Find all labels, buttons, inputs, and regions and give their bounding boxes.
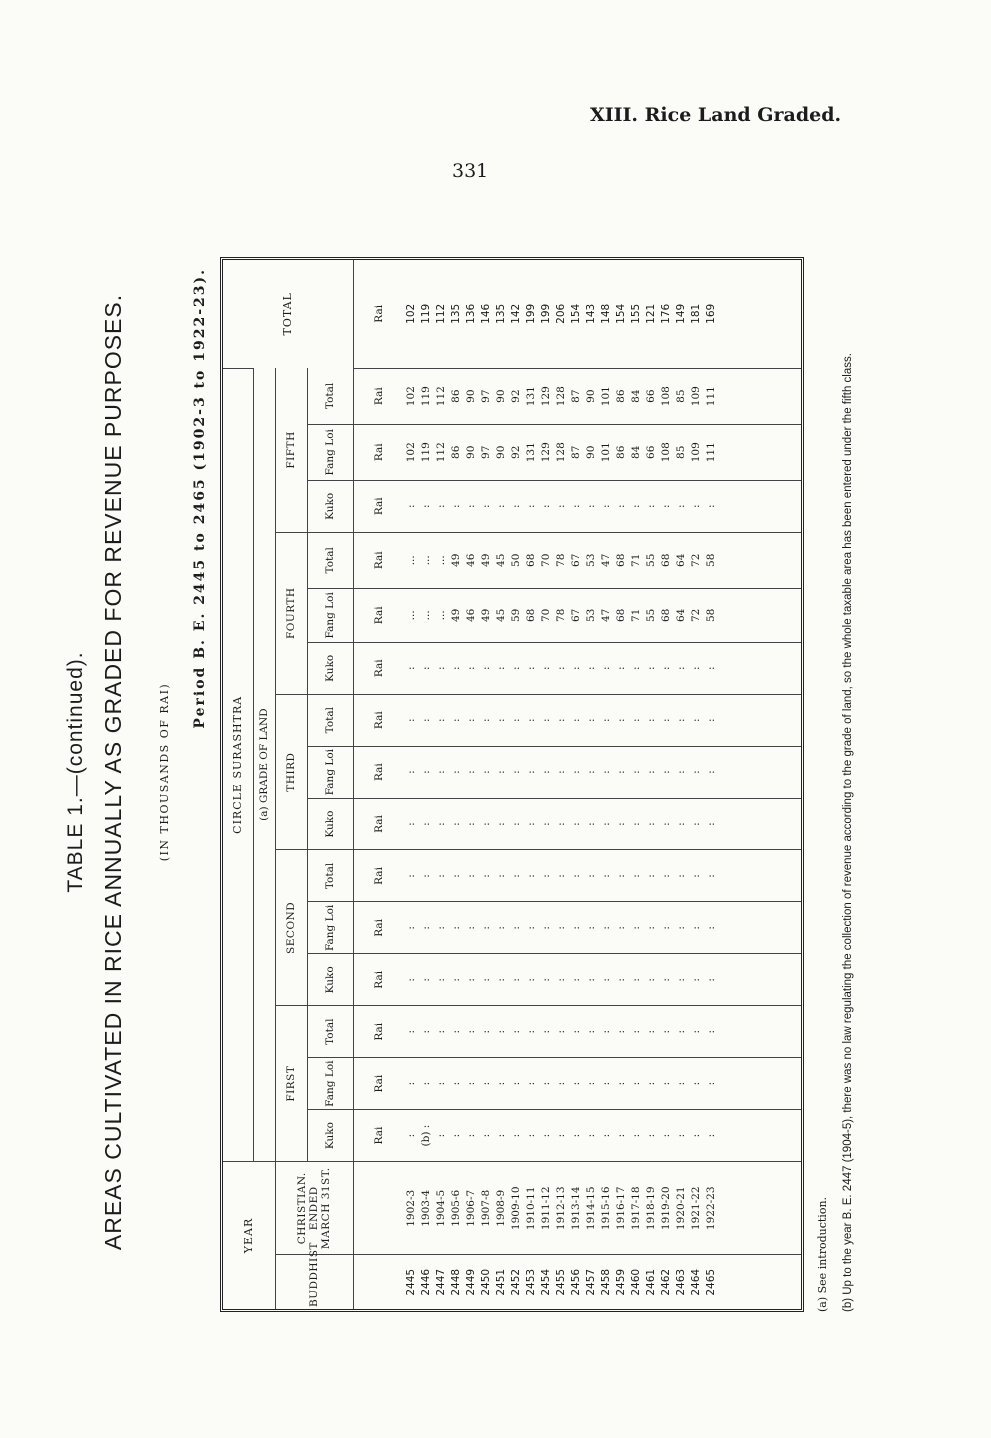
table-title: AREAS CULTIVATED IN RICE ANNUALLY AS GRADED FOR REVENUE PURPOSES. — [100, 293, 126, 1251]
fourth-fang-loi-column: ... ... ... 49 46 49 45 59 68 70 78 67 53 47 68 71 55 68 64 72 58 — [404, 588, 802, 642]
unit-label: Rai — [353, 532, 404, 588]
second-kuko-header: Kuko — [307, 954, 353, 1006]
unit-blank-cell — [353, 1255, 404, 1309]
march-label: MARCH 31ST. — [320, 1167, 332, 1250]
page-header: XIII. Rice Land Graded. — [590, 104, 842, 126]
unit-label: Rai — [353, 480, 404, 532]
year-header: YEAR — [223, 1162, 275, 1309]
christian-year-column: 1902-3 1903-4 1904-5 1905-6 1906-7 1907-8 1908-9 1909-10 1910-11 1911-12 1912-13 1913-14 1914-15 1915-16 1916-17 1917-18 1918-19 1919-20 1920-21 1921-22 1922-23 — [404, 1162, 802, 1255]
third-kuko-column: : : : : : : : : : : : : : : : : : : : : : — [404, 798, 802, 850]
third-total-header: Total — [307, 694, 353, 746]
fifth-kuko-column: : : : : : : : : : : : : : : : : : : : : : — [404, 480, 802, 532]
fourth-kuko-column: : : : : : : : : : : : : : : : : : : : : : — [404, 642, 802, 694]
third-total-column: : : : : : : : : : : : : : : : : : : : : : — [404, 694, 802, 746]
unit-label: Rai — [353, 1058, 404, 1110]
second-fang-loi-header: Fang Loi — [307, 902, 353, 954]
second-total-header: Total — [307, 850, 353, 902]
unit-label: Rai — [353, 642, 404, 694]
rotated-table-block — [60, 168, 910, 1376]
fifth-total-header: Total — [307, 368, 353, 424]
christian-header — [275, 1162, 353, 1255]
third-fang-loi-column: : : : : : : : : : : : : : : : : : : : : : — [404, 746, 802, 798]
second-fang-loi-column: : : : : : : : : : : : : : : : : : : : : : — [404, 902, 802, 954]
first-kuko-header: Kuko — [307, 1110, 353, 1162]
footnote-b: (b) Up to the year B. E. 2447 (1904-5), there was no law regulating the collection of revenue according to the grade of land, so the whole taxable area has been entered under the fifth class. — [842, 353, 854, 1312]
fifth-fang-loi-column: 102 119 112 86 90 97 90 92 131 129 128 87 90 101 86 84 66 108 85 109 111 — [404, 424, 802, 480]
unit-label: Rai — [353, 850, 404, 902]
grade-header: (a) GRADE OF LAND — [253, 368, 275, 1161]
unit-label: Rai — [353, 902, 404, 954]
footnote-a: (a) See introduction. — [816, 1196, 829, 1312]
grand-total-header: TOTAL — [223, 260, 353, 368]
unit-label: Rai — [353, 588, 404, 642]
unit-label: Rai — [353, 368, 404, 424]
third-class-header: THIRD — [275, 694, 307, 850]
grand-total-column: 102 119 112 135 136 146 135 142 199 199 206 154 143 148 154 155 121 176 149 181 169 — [404, 303, 717, 324]
ended-label: ENDED — [308, 1186, 320, 1231]
unit-label: Rai — [353, 954, 404, 1006]
first-total-header: Total — [307, 1006, 353, 1058]
first-total-column: : : : : : : : : : : : : : : : : : : : : : — [404, 1006, 802, 1058]
fourth-total-column: ... ... ... 49 46 49 45 50 68 70 78 67 53 47 68 71 55 68 64 72 58 — [404, 532, 802, 588]
third-kuko-header: Kuko — [307, 798, 353, 850]
page-number: 331 — [452, 160, 489, 182]
fourth-kuko-header: Kuko — [307, 642, 353, 694]
table-label: TABLE 1.—(continued). — [64, 651, 87, 893]
buddhist-header: BUDDHIST — [275, 1255, 353, 1309]
second-total-column: : : : : : : : : : : : : : : : : : : : : : — [404, 850, 802, 902]
second-kuko-column: : : : : : : : : : : : : : : : : : : : : : — [404, 954, 802, 1006]
fifth-fang-loi-header: Fang Loi — [307, 424, 353, 480]
data-table — [223, 260, 801, 1309]
fourth-total-header: Total — [307, 532, 353, 588]
buddhist-year-column: 2445 2446 2447 2448 2449 2450 2451 2452 2453 2454 2455 2456 2457 2458 2459 2460 2461 2462 2463 2464 2465 — [404, 1255, 802, 1309]
first-fang-loi-column: : : : : : : : : : : : : : : : : : : : : : — [404, 1058, 802, 1110]
christian-label: CHRISTIAN. — [296, 1172, 308, 1245]
first-kuko-column: : (b) : : : : : : : : : : : : : : : : : : : : — [404, 1110, 802, 1162]
unit-label: Rai — [353, 424, 404, 480]
unit-label: Rai — [353, 746, 404, 798]
fourth-class-header: FOURTH — [275, 532, 307, 694]
fifth-class-header: FIFTH — [275, 368, 307, 532]
fourth-fang-loi-header: Fang Loi — [307, 588, 353, 642]
unit-label: Rai — [353, 1110, 404, 1162]
fifth-kuko-header: Kuko — [307, 480, 353, 532]
third-fang-loi-header: Fang Loi — [307, 746, 353, 798]
units-note: (IN THOUSANDS OF RAI) — [158, 682, 171, 862]
data-table-frame — [220, 257, 804, 1312]
circle-header: CIRCLE SURASHTRA — [223, 368, 253, 1161]
period-label: Period B. E. 2445 to 2465 (1902-3 to 1922-23). — [192, 268, 208, 729]
unit-label: Rai — [353, 694, 404, 746]
unit-blank-cell — [353, 1162, 404, 1255]
fifth-total-column: 102 119 112 86 90 97 90 92 131 129 128 87 90 101 86 84 66 108 85 109 111 — [404, 368, 802, 424]
unit-label: Rai — [353, 1006, 404, 1058]
second-class-header: SECOND — [275, 850, 307, 1006]
first-fang-loi-header: Fang Loi — [307, 1058, 353, 1110]
unit-label: Rai — [353, 798, 404, 850]
first-class-header: FIRST — [275, 1006, 307, 1162]
unit-label: Rai — [372, 304, 385, 323]
